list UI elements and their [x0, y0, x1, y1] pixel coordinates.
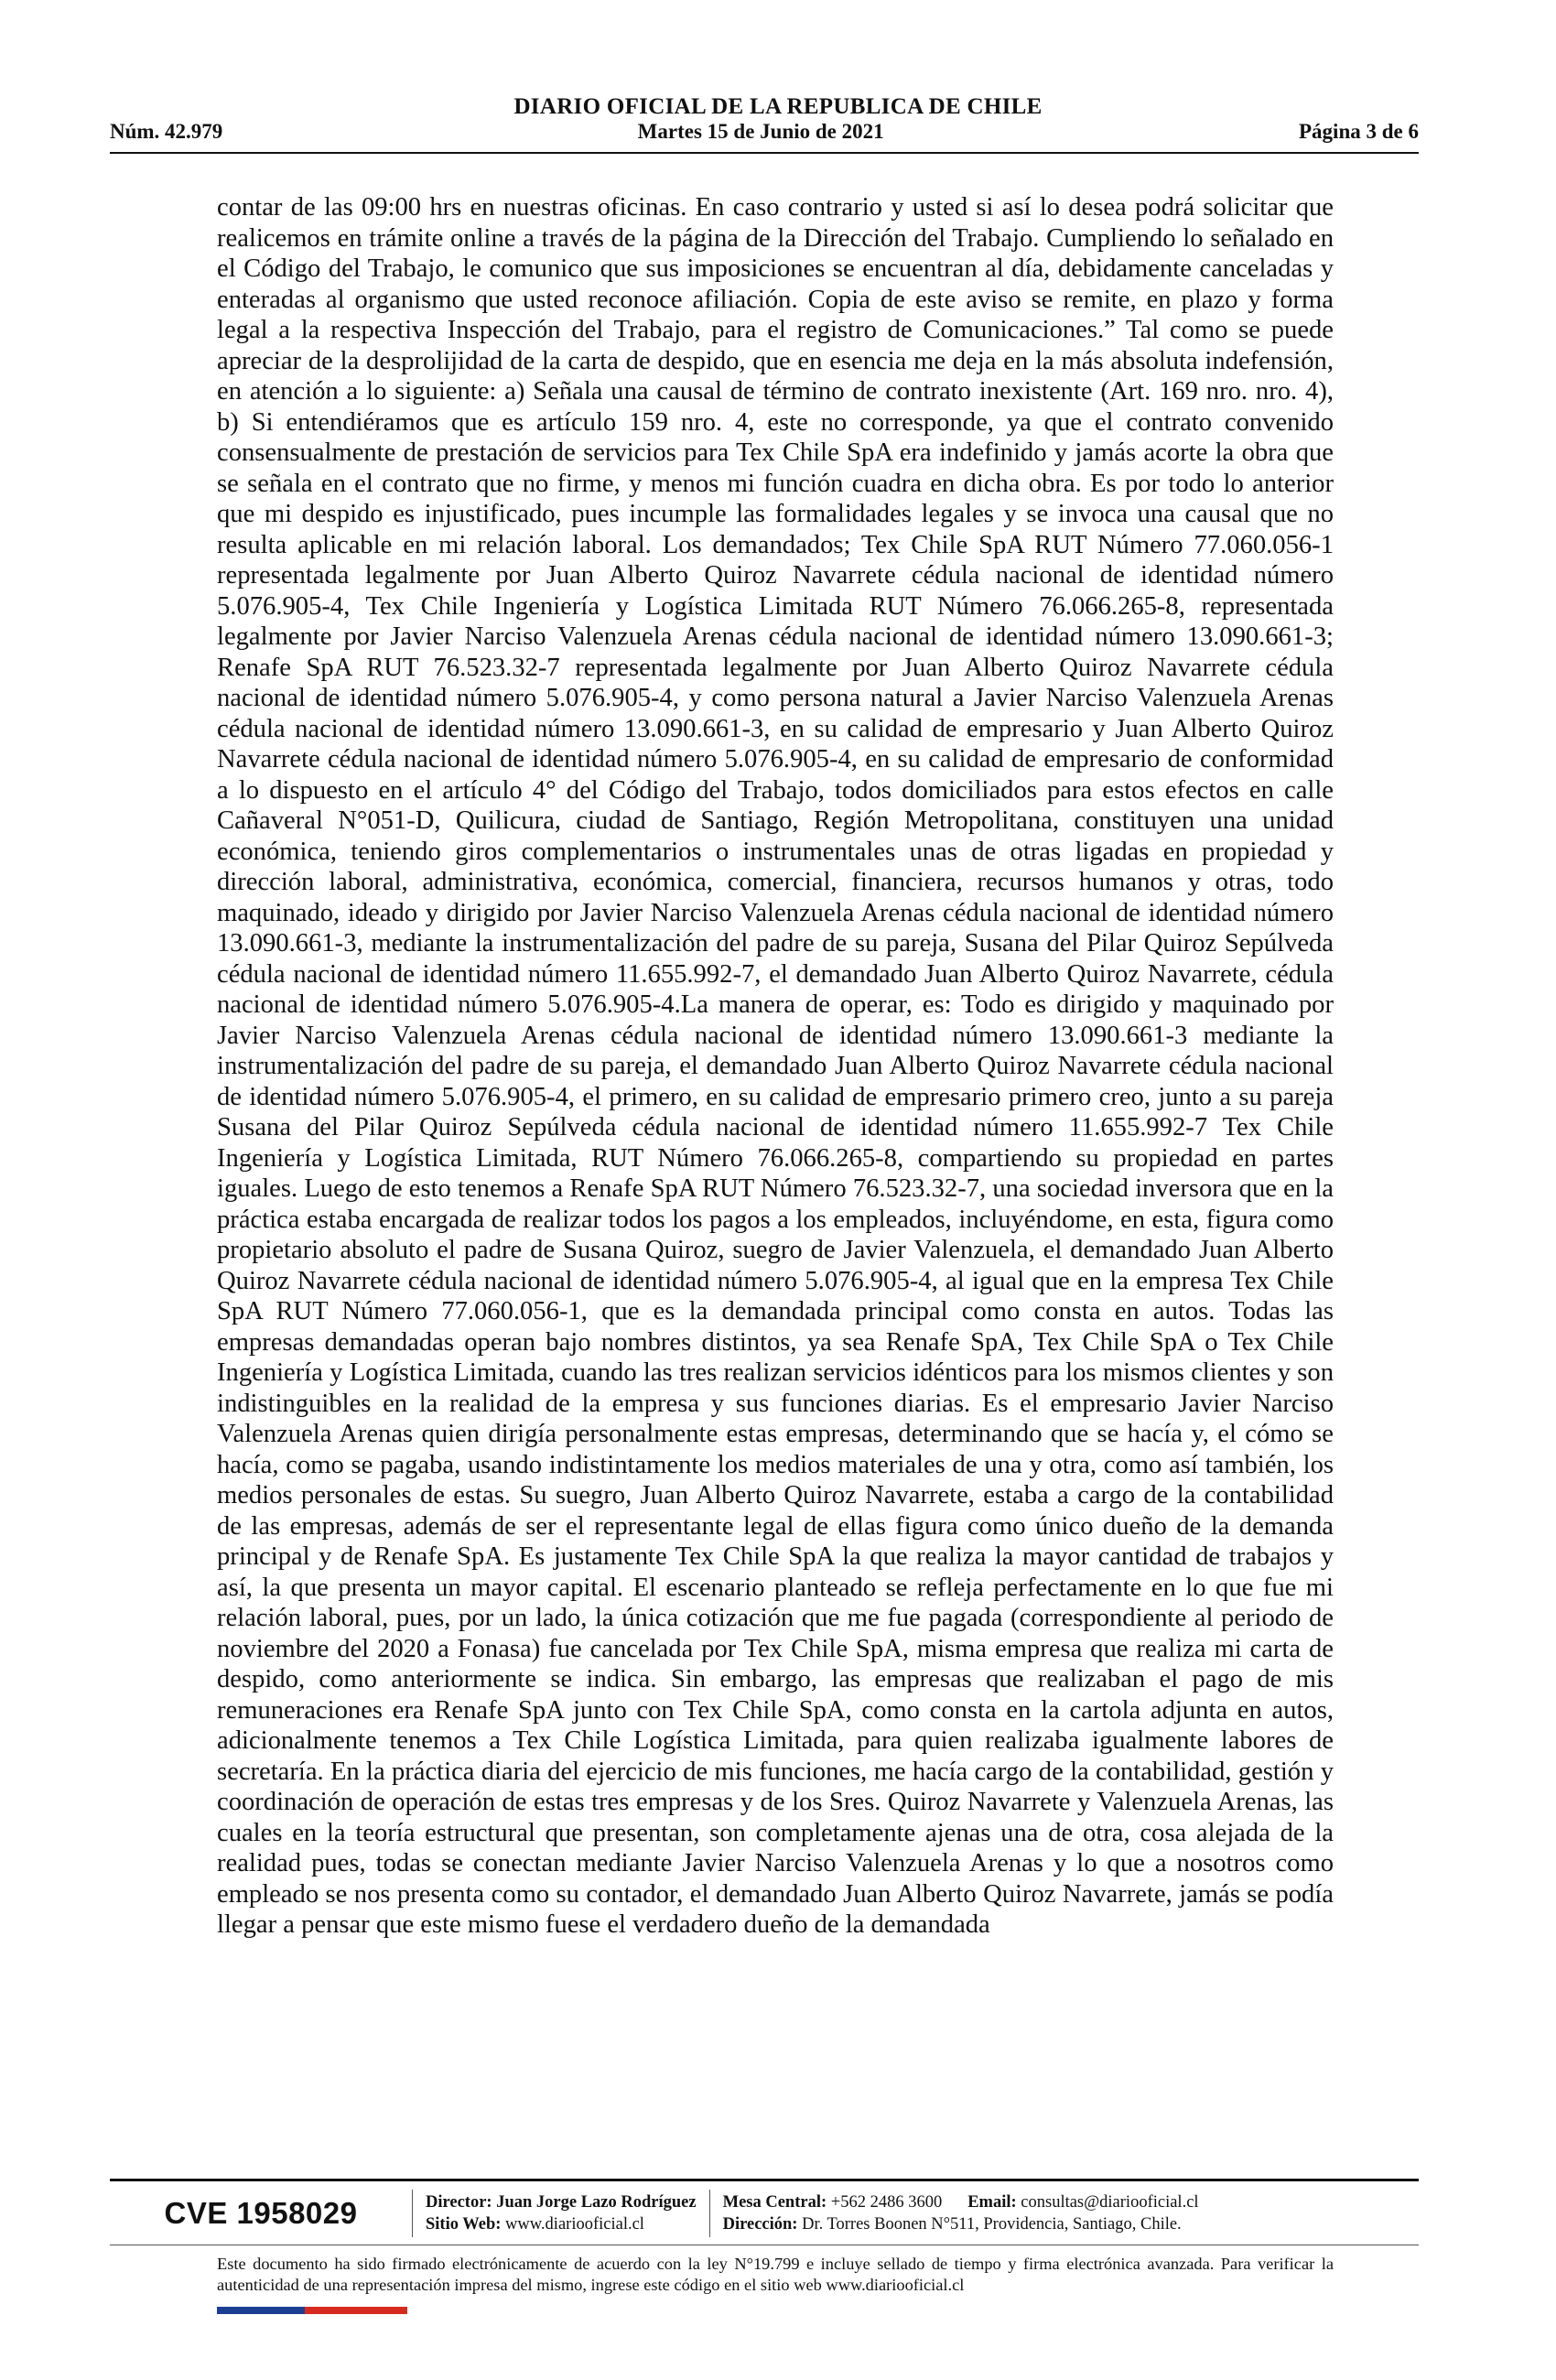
website-link[interactable]: www.diariooficial.cl — [505, 2215, 644, 2234]
issue-date: Martes 15 de Junio de 2021 — [637, 120, 884, 143]
phone-number: +562 2486 3600 — [830, 2193, 943, 2212]
email-link[interactable]: consultas@diariooficial.cl — [1021, 2193, 1199, 2212]
body-paragraph: contar de las 09:00 hrs en nuestras oficinas. En caso contrario y usted si así lo desea podrá solicitar que realicemos en trámite online a través de la página de la Dirección del Trabajo. Cumpliendo lo señalado en el Código del Trabajo, le comunico que sus imposiciones se encuentran al día, debidamente canceladas y enteradas al organismo que usted reconoce afiliación. Copia de este aviso se remite, en plazo y forma legal a la respectiva Inspección del Trabajo, para el registro de Comunicaciones.” Tal como se puede apreciar de la desprolijidad de la carta de despido, que en esencia me deja en la más absoluta indefensión, en atención a lo siguiente: a) Señala una causal de término de contrato inexistente (Art. 169 nro. nro. 4), b) Si entendiéramos que es artículo 159 nro. 4, este no corresponde, ya que el contrato convenido consensualmente de prestación de servicios para Tex Chile SpA era indefinido y jamás acorte la obra que se señala en el contrato que no firme, y menos mi función cuadra en dicha obra. Es por todo lo anterior que mi despido es injustificado, pues incumple las formalidades legales y se invoca una causal que no resulta aplicable en mi relación laboral. Los demandados; Tex Chile SpA RUT Número 77.060.056-1 representada legalmente por Juan Alberto Quiroz Navarrete cédula nacional de identidad número 5.076.905-4, Tex Chile Ingeniería y Logística Limitada RUT Número 76.066.265-8, representada legalmente por Javier Narciso Valenzuela Arenas cédula nacional de identidad número 13.090.661-3; Renafe SpA RUT 76.523.32-7 representada legalmente por Juan Alberto Quiroz Navarrete cédula nacional de identidad número 5.076.905-4, y como persona natural a Javier Narciso Valenzuela Arenas cédula nacional de identidad número 13.090.661-3, en su calidad de empresario y Juan Alberto Quiroz Navarrete cédula nacional de identidad número 5.076.905-4, en su calidad de empresario de conformidad a lo dispuesto en el artículo 4° del Código del Trabajo, todos domiciliados para estos efectos en calle Cañaveral N°051-D, Quilicura, ciudad de Santiago, Región Metropolitana, constituyen una unidad económica, teniendo giros complementarios o instrumentales unas de otras ligadas en propiedad y dirección laboral, administrativa, económica, comercial, financiera, recursos humanos y otras, todo maquinado, ideado y dirigido por Javier Narciso Valenzuela Arenas cédula nacional de identidad número 13.090.661-3, mediante la instrumentalización del padre de su pareja, Susana del Pilar Quiroz Sepúlveda cédula nacional de identidad número 11.655.992-7, el demandado Juan Alberto Quiroz Navarrete, cédula nacional de identidad número 5.076.905-4.La manera de operar, es: Todo es dirigido y maquinado por Javier Narciso Valenzuela Arenas cédula nacional de identidad número 13.090.661-3 mediante la instrumentalización del padre de su pareja, el demandado Juan Alberto Quiroz Navarrete cédula nacional de identidad número 5.076.905-4, el primero, en su calidad de empresario primero creo, junto a su pareja Susana del Pilar Quiroz Sepúlveda cédula nacional de identidad número 11.655.992-7 Tex Chile Ingeniería y Logística Limitada, RUT Número 76.066.265-8, compartiendo su propiedad en partes iguales. Luego de esto tenemos a Renafe SpA RUT Número 76.523.32-7, una sociedad inversora que en la práctica estaba encargada de realizar todos los pagos a los empleados, incluyéndome, en esta, figura como propietario absoluto el padre de Susana Quiroz, suegro de Javier Valenzuela, el demandado Juan Alberto Quiroz Navarrete cédula nacional de identidad número 5.076.905-4, al igual que en la empresa Tex Chile SpA RUT Número 77.060.056-1, que es la demandada principal como consta en autos. Todas las empresas demandadas operan bajo nombres distintos, ya sea Renafe SpA, Tex Chile SpA o Tex Chile Ingeniería y Logística Limitada, cuando las tres realizan servicios idénticos para los mismos clientes y son indistinguibles en la realidad de la empresa y sus funciones diarias. Es el empresario Javier Narciso Valenzuela Arenas quien dirigía personalmente estas empresas, determinando que se hacía y, el cómo se hacía, como se pagaba, usando indistintamente los medios materiales de una y otra, como así también, los medios personales de estas. Su suegro, Juan Alberto Quiroz Navarrete, estaba a cargo de la contabilidad de las empresas, además de ser el representante legal de ellas figura como único dueño de la demanda principal y de Renafe SpA. Es justamente Tex Chile SpA la que realiza la mayor cantidad de trabajos y así, la que presenta un mayor capital. El escenario planteado se refleja perfectamente en lo que fue mi relación laboral, pues, por un lado, la única cotización que me fue pagada (correspondiente al periodo de noviembre del 2020 a Fonasa) fue cancelada por Tex Chile SpA, misma empresa que realiza mi carta de despido, como anteriormente se indica. Sin embargo, las empresas que realizaban el pago de mis remuneraciones era Renafe SpA junto con Tex Chile SpA, como consta en la cartola adjunta en autos, adicionalmente tenemos a Tex Chile Logística Limitada, para quien realizaba igualmente labores de secretaría. En la práctica diaria del ejercicio de mis funciones, me hacía cargo de la contabilidad, gestión y coordinación de operación de estas tres empresas y de los Sres. Quiroz Navarrete y Valenzuela Arenas, las cuales en la teoría estructural que presentan, son completamente ajenas una de otra, cosa alejada de la realidad pues, todas se conectan mediante Javier Narciso Valenzuela Arenas y lo que a nosotros como empleado se nos presenta como su contador, el demandado Juan Alberto Quiroz Navarrete, jamás se podía llegar a pensar que este mismo fuese el verdadero dueño de la demandada — [217, 193, 1334, 1939]
director-label: Director: — [426, 2193, 492, 2212]
director-name: Juan Jorge Lazo Rodríguez — [496, 2193, 697, 2212]
website-label: Sitio Web: — [426, 2215, 502, 2234]
legal-notice-text: Este documento ha sido firmado electrónicamente de acuerdo con la ley N°19.799 e incluye sellado de tiempo y firma electrónica avanzada. Para verificar la autenticidad de una representación impresa del mismo, ingrese este código en el sitio web www.diariooficial.cl — [217, 2255, 1334, 2294]
footer-contact-column — [710, 2191, 1212, 2235]
email-label: Email: — [967, 2193, 1017, 2212]
address-text: Dr. Torres Boonen N°511, Providencia, Santiago, Chile. — [802, 2215, 1182, 2234]
footer-director-column — [413, 2191, 709, 2235]
flag-stripe — [217, 2307, 407, 2314]
issue-number: Núm. 42.979 — [110, 120, 223, 143]
newspaper-title: DIARIO OFICIAL DE LA REPUBLICA DE CHILE — [513, 94, 1043, 119]
address-label: Dirección: — [722, 2215, 798, 2234]
footer-info — [110, 2188, 1419, 2239]
legal-notice — [217, 2254, 1334, 2296]
cve-code: CVE 1958029 — [164, 2196, 358, 2230]
header-row — [110, 120, 1419, 144]
footer-divider — [110, 2179, 1419, 2181]
page-indicator: Página 3 de 6 — [1299, 120, 1419, 143]
header-divider — [110, 152, 1419, 154]
phone-label: Mesa Central: — [722, 2193, 827, 2212]
flag-blue-segment — [217, 2307, 305, 2314]
flag-red-segment — [305, 2307, 407, 2314]
body-text — [217, 192, 1334, 1941]
